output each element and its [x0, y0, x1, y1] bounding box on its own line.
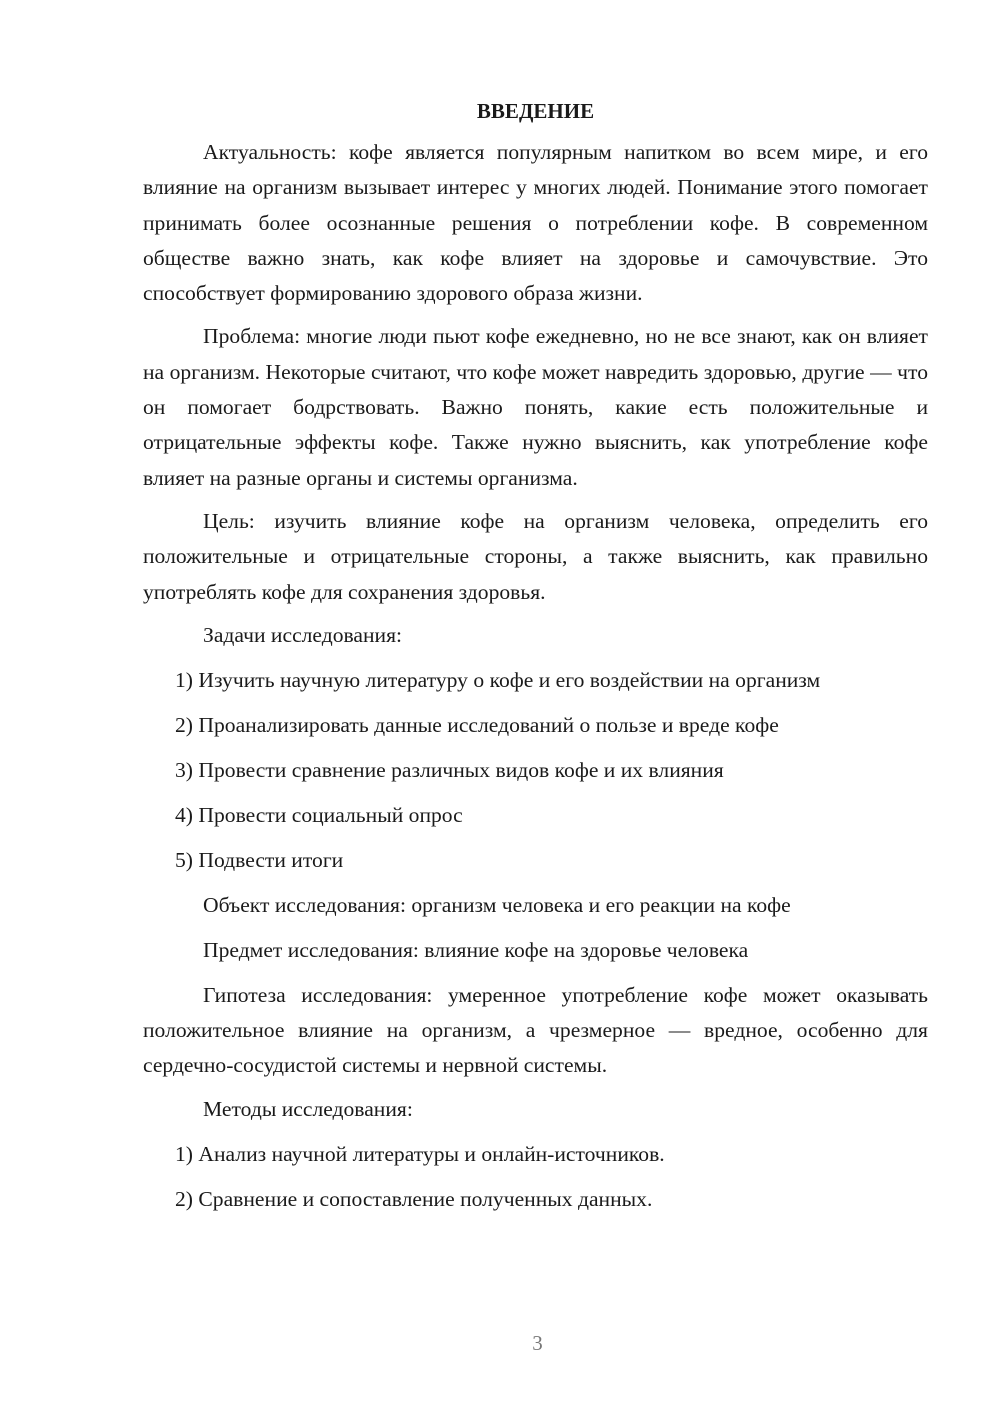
subject-line: Предмет исследования: влияние кофе на здоровье человека — [203, 937, 749, 962]
object-line: Объект исследования: организм человека и его реакции на кофе — [203, 892, 791, 917]
problem-paragraph: Проблема: многие люди пьют кофе ежедневно, но не все знают, как он влияет на организм. Некоторые считают, что кофе может навредить здоровью, другие — что он помогает бодрствовать. Важно понять, какие есть положительные и отрицательные эффекты кофе. Также нужно выяснить, как употребление кофе влияет на разные органы и системы организма. — [143, 324, 928, 490]
page-title: ВВЕДЕНИЕ — [476, 99, 595, 123]
task-item: 3) Провести сравнение различных видов кофе и их влияния — [175, 757, 724, 782]
tasks-heading: Задачи исследования: — [203, 622, 403, 647]
task-item: 1) Изучить научную литературу о кофе и его воздействии на организм — [175, 667, 821, 692]
page-number: 3 — [532, 1331, 543, 1355]
method-item: 1) Анализ научной литературы и онлайн-источников. — [175, 1141, 665, 1166]
task-item: 5) Подвести итоги — [175, 847, 344, 872]
task-item: 2) Проанализировать данные исследований о пользе и вреде кофе — [175, 712, 779, 737]
relevance-paragraph: Актуальность: кофе является популярным напитком во всем мире, и его влияние на организм вызывает интерес у многих людей. Понимание этого помогает принимать более осознанные решения о потреблении кофе. В современном обществе важно знать, как кофе влияет на здоровье и самочувствие. Это способствует формированию здорового образа жизни. — [143, 140, 928, 306]
goal-paragraph: Цель: изучить влияние кофе на организм человека, определить его положительные и отрицательные стороны, а также выяснить, как правильно употреблять кофе для сохранения здоровья. — [143, 508, 928, 604]
task-item: 4) Провести социальный опрос — [175, 802, 463, 827]
hypothesis-paragraph: Гипотеза исследования: умеренное употребление кофе может оказывать положительное влияние на организм, а чрезмерное — вредное, особенно для сердечно-сосудистой системы и нервной системы. — [143, 982, 928, 1078]
methods-heading: Методы исследования: — [203, 1096, 413, 1121]
method-item: 2) Сравнение и сопоставление полученных данных. — [175, 1186, 653, 1211]
page-content — [143, 96, 928, 1227]
